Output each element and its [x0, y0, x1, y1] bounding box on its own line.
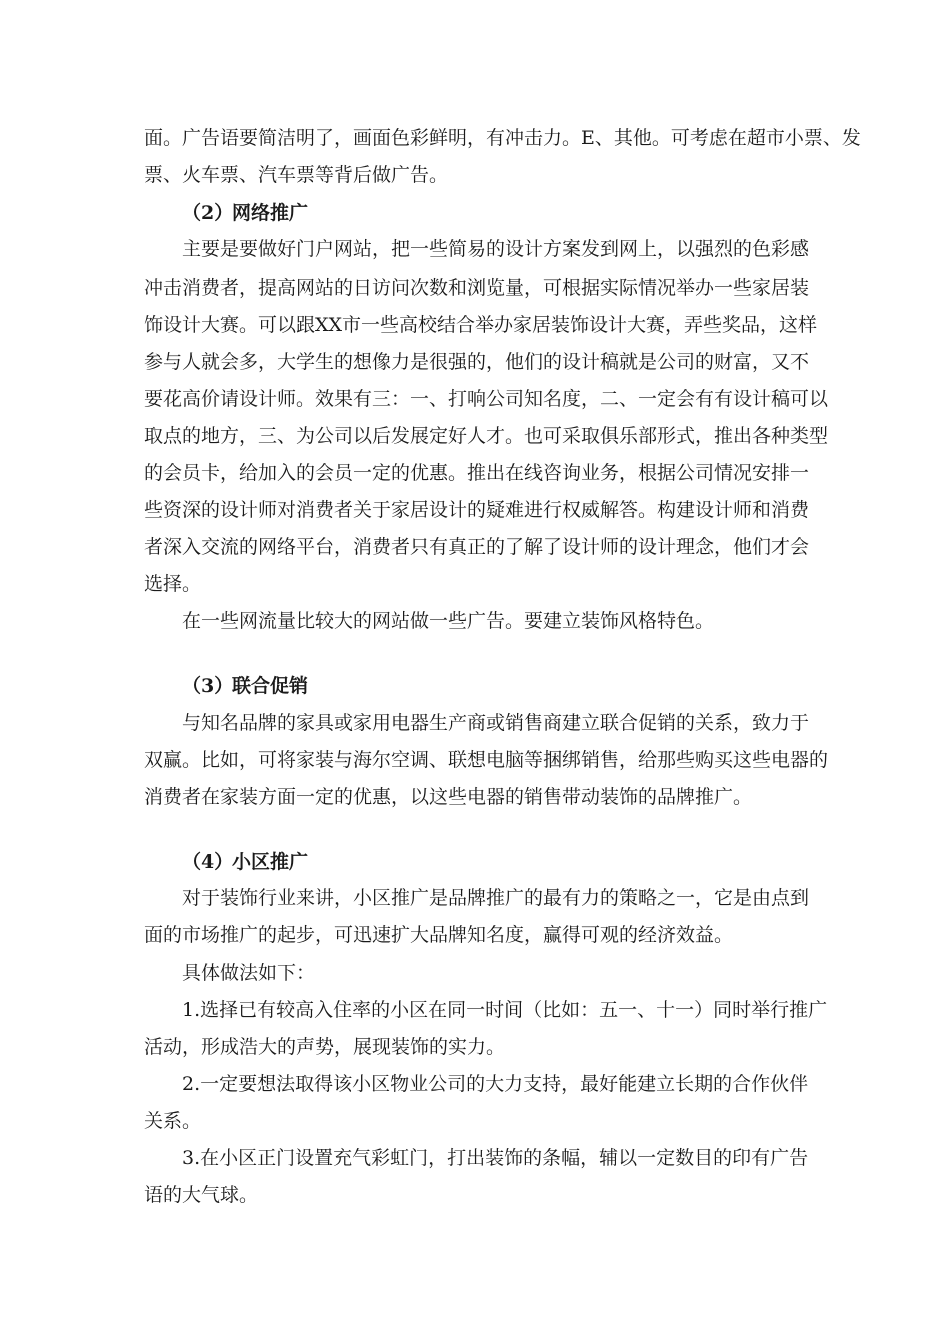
list-item-line: 语的大气球。 [144, 1184, 259, 1206]
paragraph-line: 主要是要做好门户网站，把一些简易的设计方案发到网上，以强烈的色彩感 [182, 238, 810, 260]
list-item-line: 活动，形成浩大的声势，展现装饰的实力。 [144, 1036, 506, 1058]
heading-title: 小区推广 [232, 851, 309, 873]
paragraph-line: 消费者在家装方面一定的优惠，以这些电器的销售带动装饰的品牌推广。 [144, 786, 753, 808]
paragraph-line: 对于装饰行业来讲，小区推广是品牌推广的最有力的策略之一，它是由点到 [182, 887, 810, 909]
paragraph-line: 双赢。比如，可将家装与海尔空调、联想电脑等捆绑销售，给那些购买这些电器的 [144, 749, 829, 771]
heading-number: （4） [182, 851, 234, 873]
heading-number: （3） [182, 675, 234, 697]
paragraph-line: 面的市场推广的起步，可迅速扩大品牌知名度，赢得可观的经济效益。 [144, 924, 734, 946]
paragraph-line: 参与人就会多，大学生的想像力是很强的，他们的设计稿就是公司的财富，又不 [144, 351, 810, 373]
paragraph-line: 面。广告语要简洁明了，画面色彩鲜明，有冲击力。E、其他。可考虑在超市小票、发 [144, 127, 861, 149]
paragraph-line: 冲击消费者，提高网站的日访问次数和浏览量，可根据实际情况举办一些家居装 [144, 277, 810, 299]
list-item-line: 1.选择已有较高入住率的小区在同一时间（比如：五一、十一）同时举行推广 [182, 999, 828, 1021]
heading-number: （2） [182, 202, 234, 224]
section-heading-joint-promotion [182, 674, 308, 698]
paragraph-line: 票、火车票、汽车票等背后做广告。 [144, 164, 449, 186]
list-item-line: 3.在小区正门设置充气彩虹门，打出装饰的条幅，辅以一定数目的印有广告 [182, 1147, 809, 1169]
section-heading-network [182, 201, 308, 225]
paragraph-line: 要花高价请设计师。效果有三：一、打响公司知名度，二、一定会有有设计稿可以 [144, 388, 829, 410]
heading-title: 网络推广 [232, 202, 309, 224]
paragraph-line: 在一些网流量比较大的网站做一些广告。要建立装饰风格特色。 [182, 610, 715, 632]
paragraph-line: 取点的地方，三、为公司以后发展定好人才。也可采取俱乐部形式，推出各种类型 [144, 425, 829, 447]
heading-title: 联合促销 [232, 675, 309, 697]
paragraph-line: 些资深的设计师对消费者关于家居设计的疑难进行权威解答。构建设计师和消费 [144, 499, 810, 521]
paragraph-line: 饰设计大赛。可以跟XX市一些高校结合举办家居装饰设计大赛，弄些奖品，这样 [144, 314, 818, 336]
list-item-line: 关系。 [144, 1110, 202, 1132]
section-heading-community [182, 850, 308, 874]
paragraph-line: 具体做法如下： [182, 962, 316, 984]
paragraph-line: 选择。 [144, 573, 202, 595]
list-item-line: 2.一定要想法取得该小区物业公司的大力支持，最好能建立长期的合作伙伴 [182, 1073, 809, 1095]
paragraph-line: 的会员卡，给加入的会员一定的优惠。推出在线咨询业务，根据公司情况安排一 [144, 462, 810, 484]
paragraph-line: 与知名品牌的家具或家用电器生产商或销售商建立联合促销的关系，致力于 [182, 712, 810, 734]
paragraph-line: 者深入交流的网络平台，消费者只有真正的了解了设计师的设计理念，他们才会 [144, 536, 810, 558]
